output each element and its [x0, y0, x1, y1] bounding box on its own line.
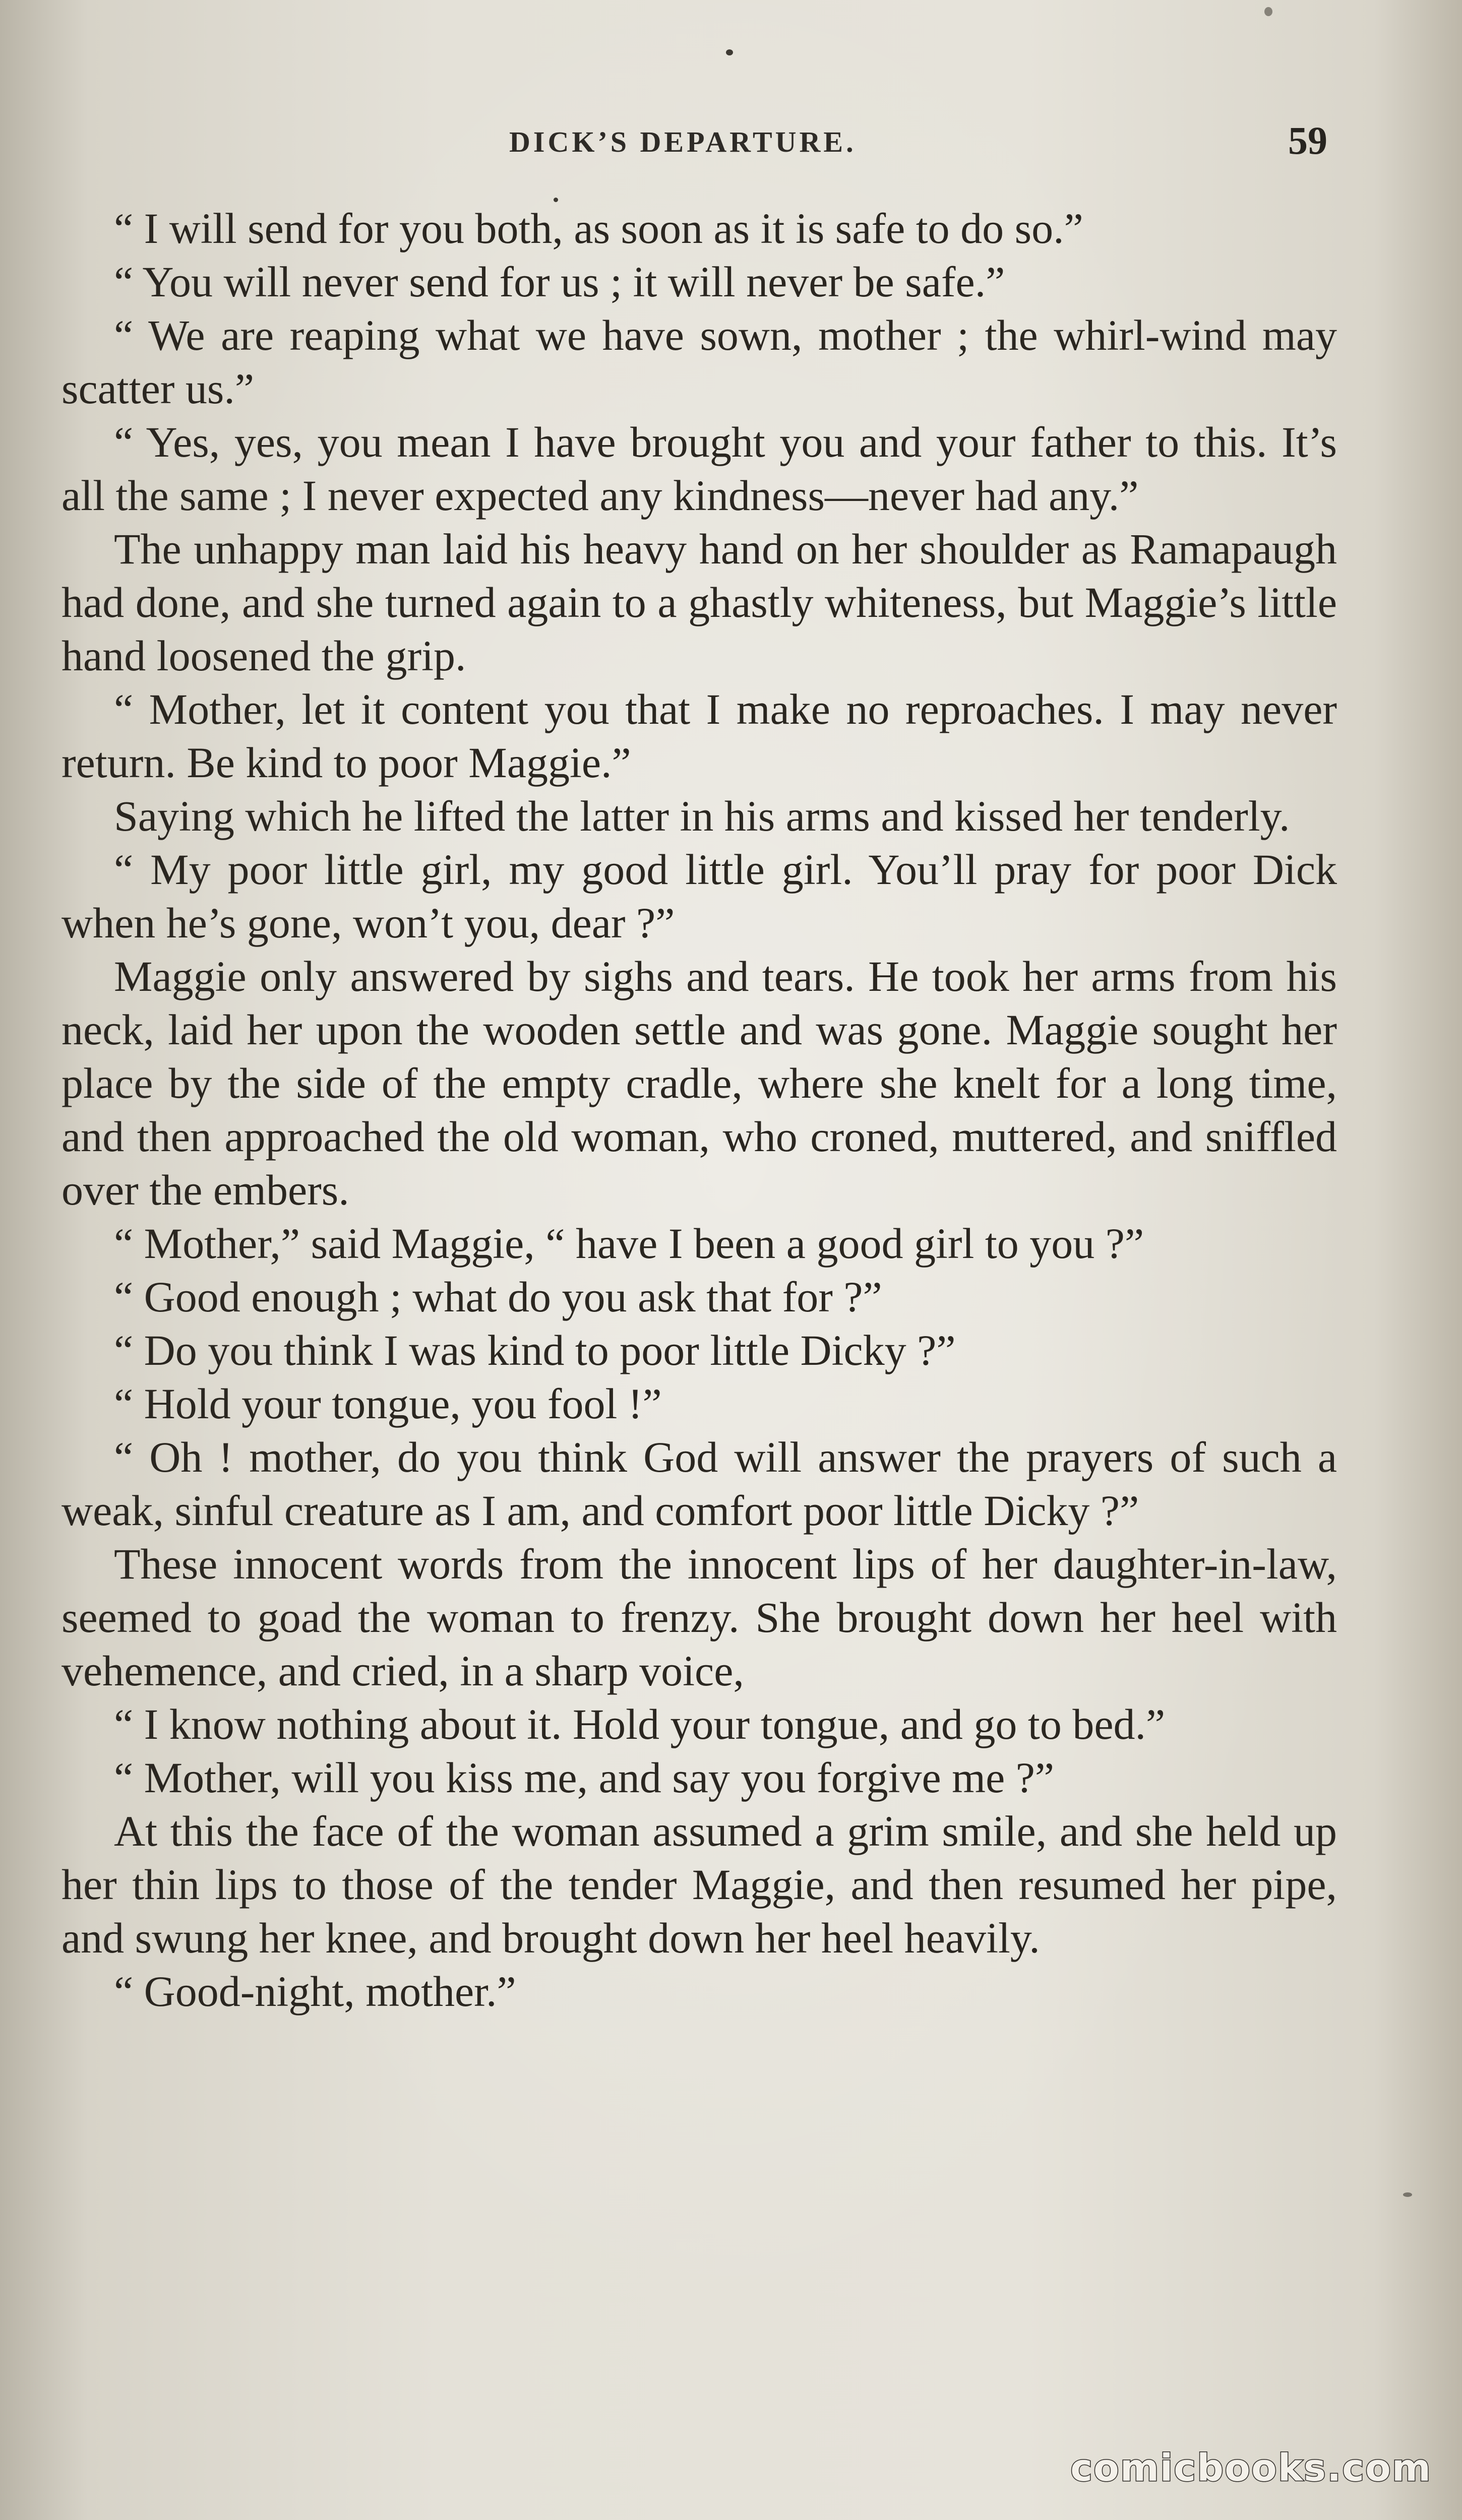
page-header — [0, 116, 1462, 171]
page-number: 59 — [1288, 118, 1327, 162]
paragraph: Maggie only answered by sighs and tears. He took her arms from his neck, laid her upon the wooden settle and was gone. Maggie sought her place by the side of the empty cradle, where she knelt for a long time, and then approached the old woman, who croned, muttered, and sniffled over the embers. — [62, 952, 1337, 1214]
paragraph: “ I know nothing about it. Hold your tongue, and go to bed.” — [114, 1700, 1166, 1748]
paragraph: “ Mother, will you kiss me, and say you forgive me ?” — [114, 1753, 1055, 1802]
paragraph: “ Mother, let it content you that I make no reproaches. I may never return. Be kind to poor Maggie.” — [62, 685, 1337, 787]
paragraph: “ Oh ! mother, do you think God will answer the prayers of such a weak, sinful creature as I am, and comfort poor little Dicky ?” — [62, 1433, 1337, 1535]
paragraph: “ I will send for you both, as soon as it is safe to do so.” — [114, 204, 1083, 253]
paragraph: “ We are reaping what we have sown, mother ; the whirl-wind may scatter us.” — [62, 311, 1337, 413]
site-watermark: comicbooks.com — [1070, 2446, 1432, 2490]
paragraph: “ Good enough ; what do you ask that for ?” — [114, 1273, 882, 1321]
paragraph: These innocent words from the innocent lips of her daughter-in-law, seemed to goad the woman to frenzy. She brought down her heel with vehemence, and cried, in a sharp voice, — [62, 1540, 1337, 1695]
paragraph: “ Good-night, mother.” — [114, 1967, 516, 2015]
ink-speck — [1403, 2192, 1412, 2197]
body-text — [62, 202, 1337, 2018]
paragraph: “ Yes, yes, you mean I have brought you and your father to this. It’s all the same ; I never expected any kindness—never had any.” — [62, 418, 1337, 520]
paragraph: “ My poor little girl, my good little girl. You’ll pray for poor Dick when he’s gone, won’t you, dear ?” — [62, 845, 1337, 947]
ink-speck — [1264, 7, 1272, 16]
paragraph: “ Do you think I was kind to poor little Dicky ?” — [114, 1326, 956, 1374]
paragraph: Saying which he lifted the latter in his arms and kissed her tenderly. — [114, 792, 1290, 840]
running-title: DICK’S DEPARTURE. — [509, 125, 857, 158]
paragraph: At this the face of the woman assumed a grim smile, and she held up her thin lips to those of the tender Maggie, and then resumed her pipe, and swung her knee, and brought down her heel heavily. — [62, 1807, 1337, 1962]
paragraph: “ Hold your tongue, you fool !” — [114, 1379, 662, 1428]
ink-speck — [726, 49, 733, 55]
paragraph: The unhappy man laid his heavy hand on her shoulder as Ramapaugh had done, and she turned again to a ghastly whiteness, but Maggie’s little hand loosened the grip. — [62, 525, 1337, 680]
paragraph: “ You will never send for us ; it will never be safe.” — [114, 258, 1005, 306]
paragraph: “ Mother,” said Maggie, “ have I been a good girl to you ?” — [114, 1219, 1144, 1268]
